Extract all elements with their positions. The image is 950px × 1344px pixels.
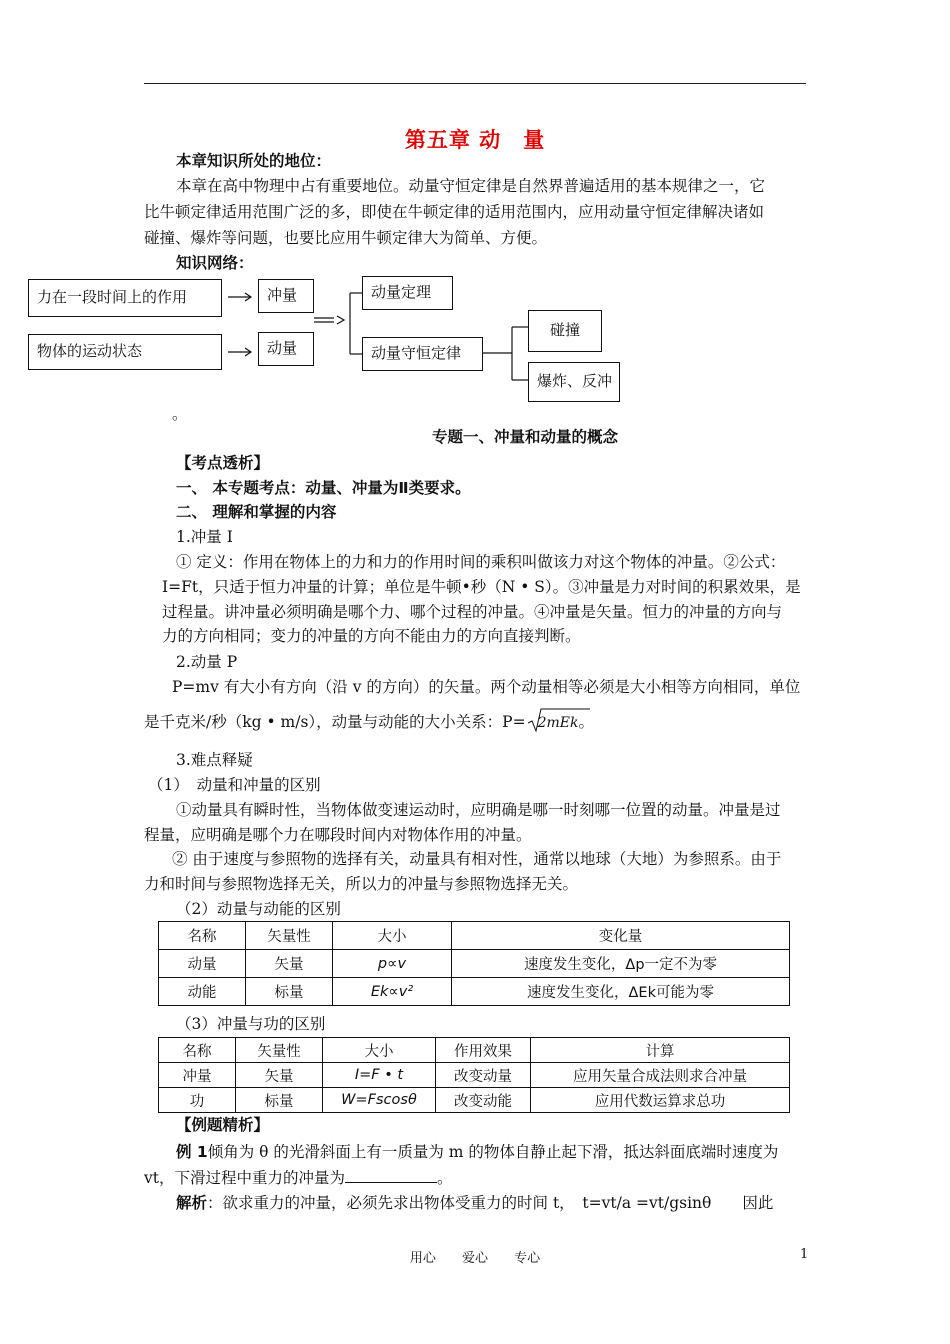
example-1-line-2	[144, 1166, 453, 1190]
table-cell: I=F • t	[323, 1063, 436, 1088]
difficulty-title: 3.难点释疑	[176, 751, 253, 769]
network-connectors	[0, 0, 950, 420]
node-momentum-theorem: 动量定理	[362, 276, 453, 310]
table-cell: 速度发生变化，Δp一定不为零	[452, 950, 790, 978]
example-heading: 【例题精析】	[176, 1116, 270, 1134]
sqrt-sign	[528, 707, 590, 735]
table-header-cell: 矢量性	[236, 1038, 323, 1063]
sqrt-radicand: 2mEk	[537, 715, 579, 731]
impulse-line-4: 力的方向相同；变力的冲量的方向不能由力的方向直接判断。	[162, 627, 581, 645]
page-footer: 用心 爱心 专心	[409, 1251, 541, 1266]
table-row	[159, 922, 790, 950]
network-heading: 知识网络：	[176, 254, 254, 272]
status-line-3: 碰撞、爆炸等问题，也要比应用牛顿定律大为简单、方便。	[144, 229, 548, 247]
momentum-kinetic-energy-table	[158, 921, 790, 1006]
table-cell: 动量	[159, 950, 246, 978]
stray-period: 。	[172, 405, 188, 423]
table-cell: 冲量	[159, 1063, 236, 1088]
example-1-line-1	[176, 1140, 778, 1164]
difficulty-line-2: 程量，应明确是哪个力在哪段时间内对物体作用的冲量。	[144, 826, 532, 844]
node-conservation-law: 动量守恒定律	[362, 337, 483, 371]
table-cell: 标量	[236, 1088, 323, 1113]
example-1-line-2-text: vt，下滑过程中重力的冲量为	[144, 1169, 345, 1187]
sqrt-formula	[528, 711, 579, 735]
table-cell: 矢量	[236, 1063, 323, 1088]
table-cell: 改变动量	[436, 1063, 531, 1088]
table-row	[159, 978, 790, 1006]
table-cell: 应用代数运算求总功	[531, 1088, 790, 1113]
difficulty-sub-2: （2）动量与动能的区别	[176, 900, 341, 918]
point-2: 二、 理解和掌握的内容	[176, 503, 337, 521]
node-momentum: 动量	[258, 332, 314, 366]
point-1-text: 一、 本专题考点：动量、冲量为Ⅱ类要求。	[176, 479, 471, 497]
table-cell: 标量	[246, 978, 333, 1006]
table-cell: 应用矢量合成法则求合冲量	[531, 1063, 790, 1088]
table-row	[159, 950, 790, 978]
analysis-line	[176, 1191, 773, 1215]
momentum-line-2-end: 。	[578, 713, 594, 731]
momentum-title: 2.动量 P	[176, 653, 238, 671]
analysis-label: 解析	[176, 1194, 208, 1212]
table-row	[159, 1038, 790, 1063]
status-line-2: 比牛顿定律适用范围广泛的多，即使在牛顿定律的适用范围内，应用动量守恒定律解决诸如	[144, 203, 765, 221]
table-cell: 矢量	[246, 950, 333, 978]
page-number: 1	[800, 1247, 809, 1262]
table-row	[159, 1063, 790, 1088]
impulse-line-1: ① 定义：作用在物体上的力和力的作用时间的乘积叫做该力对这个物体的冲量。②公式：	[176, 553, 786, 571]
table-header-cell: 大小	[333, 922, 452, 950]
point-1	[176, 476, 471, 500]
chapter-title: 第五章 动 量	[404, 128, 546, 152]
table-cell: Ek∝v²	[333, 978, 452, 1006]
example-1-text: 倾角为 θ 的光滑斜面上有一质量为 m 的物体自静止起下滑，抵达斜面底端时速度为	[207, 1143, 779, 1161]
impulse-line-3: 过程量。讲冲量必须明确是哪个力、哪个过程的冲量。④冲量是矢量。恒力的冲量的方向与	[162, 603, 783, 621]
momentum-line-2	[144, 710, 594, 735]
table-cell: 改变动能	[436, 1088, 531, 1113]
table-row	[159, 1088, 790, 1113]
momentum-line-2-text: 是千克米/秒（kg • m/s），动量与动能的大小关系：P=	[144, 713, 526, 731]
table-header-cell: 作用效果	[436, 1038, 531, 1063]
answer-blank	[345, 1168, 437, 1183]
node-explosion: 爆炸、反冲	[528, 362, 620, 402]
status-heading: 本章知识所处的地位：	[176, 152, 332, 170]
difficulty-line-1: ①动量具有瞬时性，当物体做变速运动时，应明确是哪一时刻哪一位置的动量。冲量是过	[176, 801, 781, 819]
status-line-1: 本章在高中物理中占有重要地位。动量守恒定律是自然界普遍适用的基本规律之一，它	[176, 177, 766, 195]
table-cell: 功	[159, 1088, 236, 1113]
table-header-cell: 名称	[159, 922, 246, 950]
difficulty-sub-3: （3）冲量与功的区别	[176, 1015, 326, 1033]
impulse-title: 1.冲量 I	[176, 528, 233, 546]
table-header-cell: 矢量性	[246, 922, 333, 950]
node-impulse: 冲量	[258, 279, 314, 313]
difficulty-line-4: 力和时间与参照物选择无关，所以力的冲量与参照物选择无关。	[144, 875, 579, 893]
momentum-line-1: P=mv 有大小有方向（沿 v 的方向）的矢量。两个动量相等必须是大小相等方向相同，单位	[172, 678, 801, 696]
node-force-over-time: 力在一段时间上的作用	[28, 279, 222, 317]
node-motion-state: 物体的运动状态	[28, 334, 222, 370]
example-1-label: 例 1	[176, 1143, 208, 1161]
table-cell: p∝v	[333, 950, 452, 978]
kaodian-heading: 【考点透析】	[176, 454, 270, 472]
table-cell: 动能	[159, 978, 246, 1006]
analysis-text: ：欲求重力的冲量，必须先求出物体受重力的时间 t， t=vt/a =vt/gsinθ 因此	[207, 1194, 774, 1212]
difficulty-sub-1: （1） 动量和冲量的区别	[148, 776, 321, 794]
table-header-cell: 名称	[159, 1038, 236, 1063]
example-1-line-2-end: 。	[437, 1169, 453, 1187]
impulse-work-table	[158, 1037, 790, 1113]
difficulty-line-3: ② 由于速度与参照物的选择有关，动量具有相对性，通常以地球（大地）为参照系。由于	[172, 850, 782, 868]
table-header-cell: 变化量	[452, 922, 790, 950]
table-header-cell: 计算	[531, 1038, 790, 1063]
impulse-line-2: I=Ft，只适于恒力冲量的计算；单位是牛顿•秒（N • S）。③冲量是力对时间的积累效果，是	[162, 578, 801, 596]
node-collision: 碰撞	[528, 310, 602, 352]
table-header-cell: 大小	[323, 1038, 436, 1063]
table-cell: 速度发生变化，ΔEk可能为零	[452, 978, 790, 1006]
table-cell: W=Fscosθ	[323, 1088, 436, 1113]
topic-title: 专题一、冲量和动量的概念	[432, 428, 619, 446]
